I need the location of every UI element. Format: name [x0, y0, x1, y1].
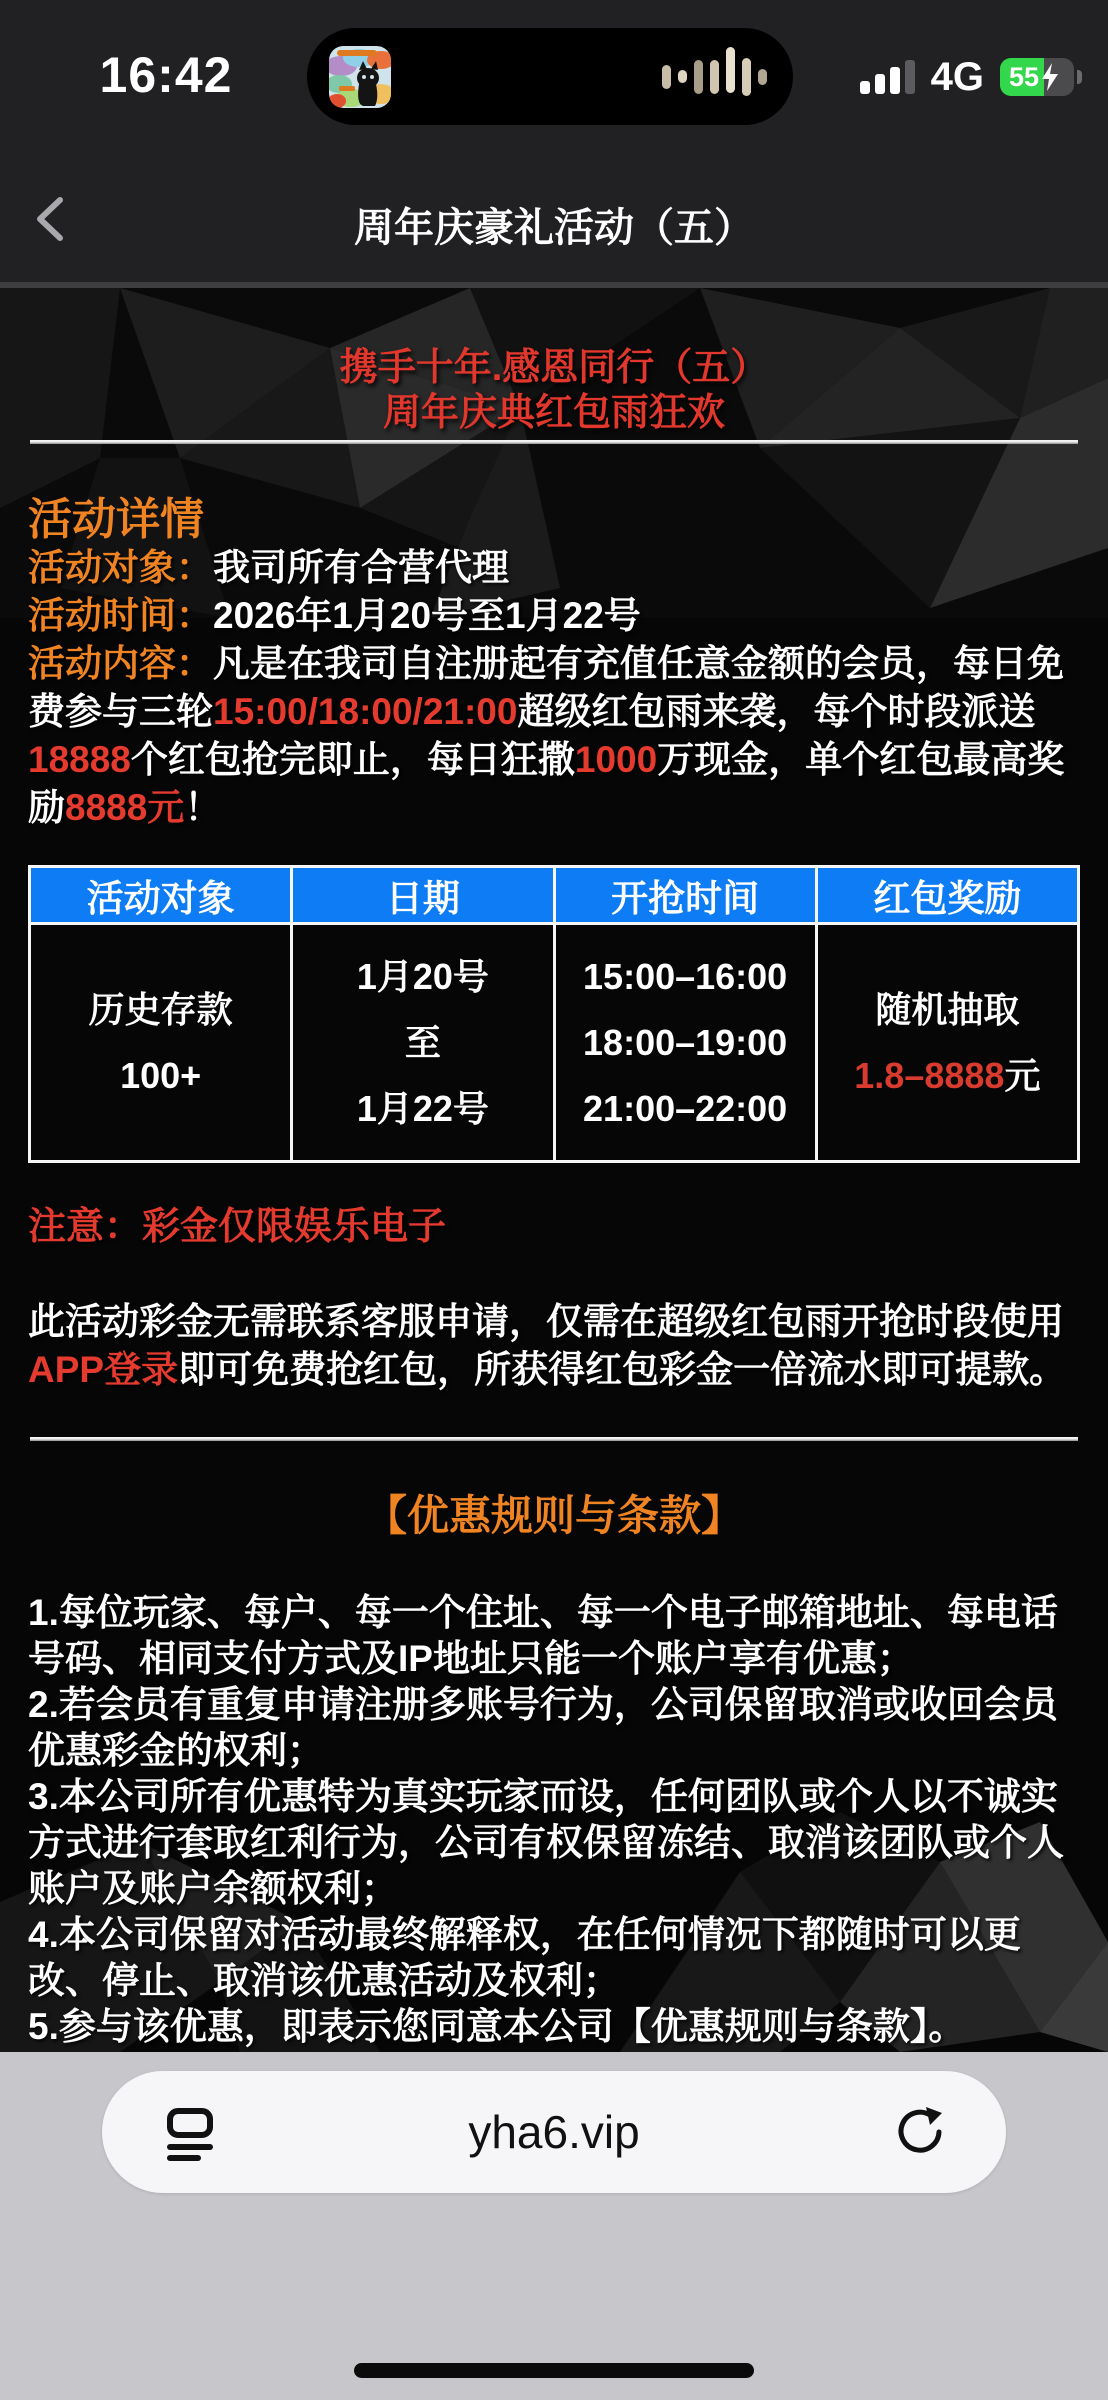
rules-list: [28, 1590, 1080, 2050]
content-seg: 凡是在我司自注册起有充值任意金额的会员，每日免费参与三轮: [28, 643, 1064, 732]
promo-table: [28, 865, 1080, 1163]
content-seg: 1000: [574, 739, 658, 780]
network-type-label: 4G: [930, 54, 984, 99]
claim-seg: APP登录: [28, 1349, 179, 1390]
banner-line1: 携手十年.感恩同行（五）: [339, 347, 769, 389]
reload-icon[interactable]: [894, 2105, 948, 2164]
cell-line: 1月22号: [356, 1087, 489, 1129]
cell-reward: [816, 924, 1078, 1162]
audience-label: 活动对象：: [28, 547, 213, 588]
content-seg: ！: [184, 787, 222, 828]
address-bar[interactable]: [102, 2071, 1006, 2193]
table-header-reward: 红包奖励: [816, 867, 1078, 924]
charging-bolt-icon: [1040, 63, 1060, 96]
cell-line: [818, 1043, 1077, 1109]
divider-line: [30, 1437, 1078, 1441]
reward-amount: 1.8–8888: [854, 1054, 1005, 1096]
period-value: 2026年1月20号至1月22号: [213, 595, 641, 636]
content-seg: 个红包抢完即止，每日狂撒: [130, 739, 575, 780]
content-seg: 8888元: [65, 787, 185, 828]
battery-icon: [1000, 58, 1074, 96]
cell-line: 历史存款: [88, 988, 233, 1030]
cell-line: 21:00–22:00: [583, 1087, 788, 1129]
notice-line: 注意：彩金仅限娱乐电子: [28, 1206, 447, 1248]
now-playing-app-icon: [329, 46, 391, 108]
content-seg: 超级红包雨来袭，每个时段派送: [517, 691, 1036, 732]
audience-value: 我司所有合营代理: [213, 547, 509, 588]
rule-item: 3.本公司所有优惠特为真实玩家而设，任何团队或个人以不诚实方式进行套取红利行为，公司有权保留冻结、取消该团队或个人账户及账户余额权利；: [28, 1776, 1064, 1909]
table-header-audience: 活动对象: [30, 867, 292, 924]
reward-unit: 元: [1004, 1054, 1041, 1096]
table-header-date: 日期: [292, 867, 554, 924]
cellular-signal-icon: [860, 60, 915, 94]
cell-line: 至: [404, 1021, 441, 1063]
url-text[interactable]: yha6.vip: [468, 2106, 640, 2158]
table-header-time: 开抢时间: [554, 867, 816, 924]
claim-seg: 即可免费抢红包，所获得红包彩金一倍流水即可提款。: [178, 1349, 1067, 1390]
divider-line: [30, 440, 1078, 444]
status-right-cluster: [860, 52, 1082, 102]
details-heading: 活动详情: [28, 495, 204, 544]
audio-waveform-icon: [662, 28, 767, 125]
period-label: 活动时间：: [28, 595, 213, 636]
cell-date: [292, 924, 554, 1162]
cell-line: 18:00–19:00: [583, 1021, 788, 1063]
home-indicator[interactable]: [354, 2363, 754, 2378]
rule-item: 2.若会员有重复申请注册多账号行为，公司保留取消或收回会员优惠彩金的权利；: [28, 1684, 1058, 1771]
cell-audience: [30, 924, 292, 1162]
cell-times: [554, 924, 816, 1162]
cell-line: 15:00–16:00: [583, 955, 788, 997]
rules-heading: 【优惠规则与条款】: [364, 1492, 743, 1539]
table-row: [30, 924, 1079, 1162]
rule-item: 1.每位玩家、每户、每一个住址、每一个电子邮箱地址、每电话号码、相同支付方式及IP地址只能一个账户享有优惠；: [28, 1592, 1058, 1679]
banner-line2: 周年庆典红包雨狂欢: [382, 392, 725, 434]
content-seg: 万现金，单个红包最高奖励: [28, 739, 1065, 828]
audience-line: [28, 544, 1080, 592]
promo-content: [0, 288, 1108, 2052]
rule-item: 4.本公司保留对活动最终解释权，在任何情况下都随时可以更改、停止、取消该优惠活动及权利；: [28, 1914, 1021, 2001]
claim-paragraph: [28, 1298, 1080, 1394]
table-header-row: [30, 867, 1079, 924]
cell-line: 随机抽取: [875, 988, 1020, 1030]
cell-line: 1月20号: [356, 955, 489, 997]
battery-indicator: [1000, 58, 1082, 96]
content-seg: 18888: [28, 739, 131, 780]
battery-percent: 55: [1008, 62, 1040, 92]
page-title: 周年庆豪礼活动（五）: [354, 206, 754, 250]
content-paragraph: [28, 640, 1080, 832]
claim-seg: 此活动彩金无需联系客服申请，仅需在超级红包雨开抢时段使用: [28, 1301, 1064, 1342]
rule-item: 5.参与该优惠，即表示您同意本公司【优惠规则与条款】。: [28, 2006, 966, 2047]
content-seg: 15:00/18:00/21:00: [213, 691, 518, 732]
cell-line: 100+: [120, 1054, 202, 1096]
dynamic-island[interactable]: [307, 28, 793, 125]
content-label: 活动内容：: [28, 643, 213, 684]
safari-bottom-bar: [0, 2052, 1108, 2400]
banner-title: [0, 288, 1108, 436]
period-line: [28, 592, 1080, 640]
status-time: 16:42: [99, 47, 233, 103]
header: [0, 0, 1108, 288]
